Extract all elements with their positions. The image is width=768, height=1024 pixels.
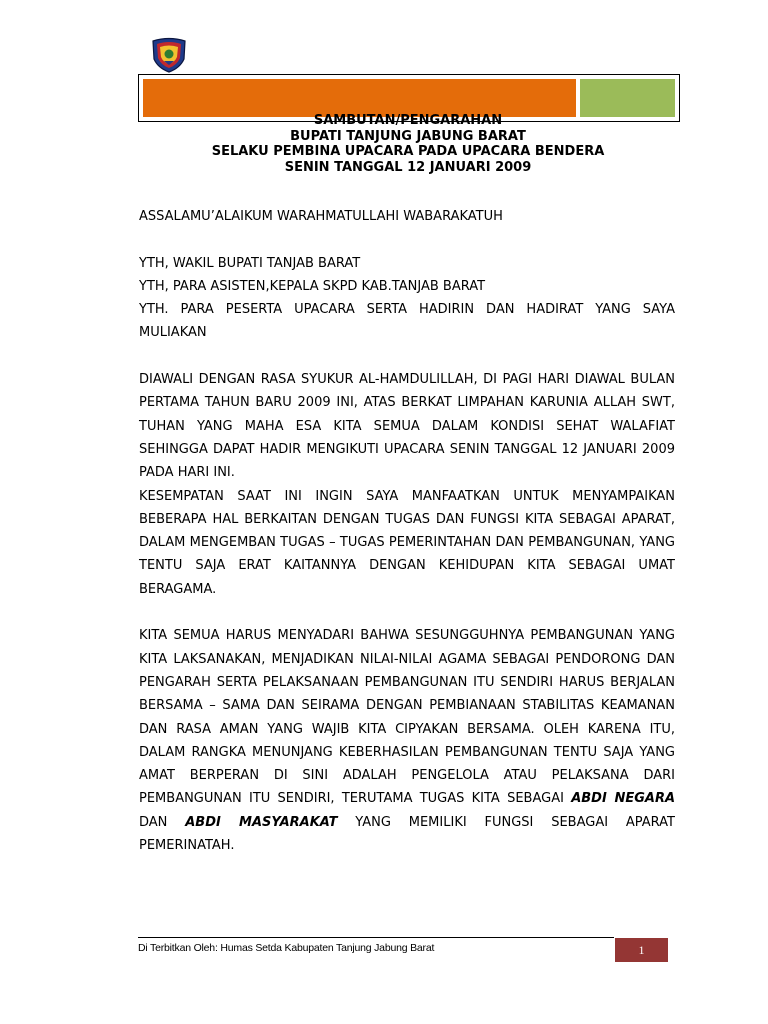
addressee-line: YTH, WAKIL BUPATI TANJAB BARAT (139, 255, 361, 271)
paragraph-development-text: KITA SEMUA HARUS MENYADARI BAHWA SESUNGGUHNYA PEMBANGUNAN YANG KITA LAKSANAKAN, MENJADIKAN NILAI-NILAI AGAMA SEBAGAI PENDORONG DAN PENGARAH SERTA PELAKSANAAN PEMBANGUNAN ITU SENDIRI HARUS BERJALAN BERSAMA – SAMA DAN SEIRAMA DENGAN PEMBIANAAN STABILITAS KEAMANAN DAN RASA AMAN YANG WAJIB KITA CIPYAKAN BERSAMA. OLEH KARENA ITU, DALAM RANGKA MENUNJANG KEBERHASILAN PEMBANGUNAN TENTU SAJA YANG AMAT BERPERAN DI SINI ADALAH PENGELOLA ATAU PELAKSANA DARI PEMBANGUNAN ITU SENDIRI, TERUTAMA TUGAS KITA SEBAGAI (139, 628, 675, 807)
paragraph-development-end: YANG MEMILIKI FUNGSI SEBAGAI APARAT PEMERINATAH. (139, 814, 675, 854)
emphasis-abdi-negara: ABDI NEGARA (571, 791, 676, 807)
addressee-line: YTH, PARA ASISTEN,KEPALA SKPD KAB.TANJAB BARAT (139, 278, 486, 294)
page-number-badge: 1 (615, 938, 668, 962)
title-line: BUPATI TANJUNG JABUNG BARAT (290, 128, 526, 144)
title-line: SAMBUTAN/PENGARAHAN (313, 113, 503, 128)
title-line: SELAKU PEMBINA UPACARA PADA UPACARA BENDERA (211, 144, 605, 159)
greeting: ASSALAMU’ALAIKUM WARAHMATULLAHI WABARAKATUH (139, 209, 503, 224)
regency-shield-emblem-icon (150, 37, 188, 73)
document-title (138, 113, 678, 175)
title-line: SENIN TANGGAL 12 JANUARI 2009 (284, 159, 532, 175)
paragraph-purpose: KESEMPATAN SAAT INI INGIN SAYA MANFAATKAN UNTUK MENYAMPAIKAN BEBERAPA HAL BERKAITAN DENGAN TUGAS DAN FUNGSI KITA SEBAGAI APARAT, DALAM MENGEMBAN TUGAS – TUGAS PEMERINTAHAN DAN PEMBANGUNAN, YANG TENTU SAJA ERAT KAITANNYA DENGAN KEHIDUPAN KITA SEBAGAI UMAT BERAGAMA. (139, 488, 675, 597)
document-body (139, 205, 675, 857)
banner-green-block (580, 79, 675, 117)
conjunction-text: DAN (139, 814, 168, 830)
banner-orange-block (143, 79, 576, 117)
footer-publisher: Di Terbitkan Oleh: Humas Setda Kabupaten Tanjung Jabung Barat (138, 942, 435, 954)
emphasis-abdi-masyarakat: ABDI MASYARAKAT (185, 814, 338, 830)
addressee-line: YTH. PARA PESERTA UPACARA SERTA HADIRIN DAN HADIRAT YANG SAYA MULIAKAN (139, 302, 675, 341)
footer-divider (138, 937, 614, 938)
paragraph-development (139, 624, 675, 857)
paragraph-opening: DIAWALI DENGAN RASA SYUKUR AL-HAMDULILLAH, DI PAGI HARI DIAWAL BULAN PERTAMA TAHUN BARU 2009 INI, ATAS BERKAT LIMPAHAN KARUNIA ALLAH SWT, TUHAN YANG MAHA ESA KITA SEMUA DALAM KONDISI SEHAT WALAFIAT SEHINGGA DAPAT HADIR MENGIKUTI UPACARA SENIN TANGGAL 12 JANUARI 2009 PADA HARI INI. (139, 372, 675, 481)
